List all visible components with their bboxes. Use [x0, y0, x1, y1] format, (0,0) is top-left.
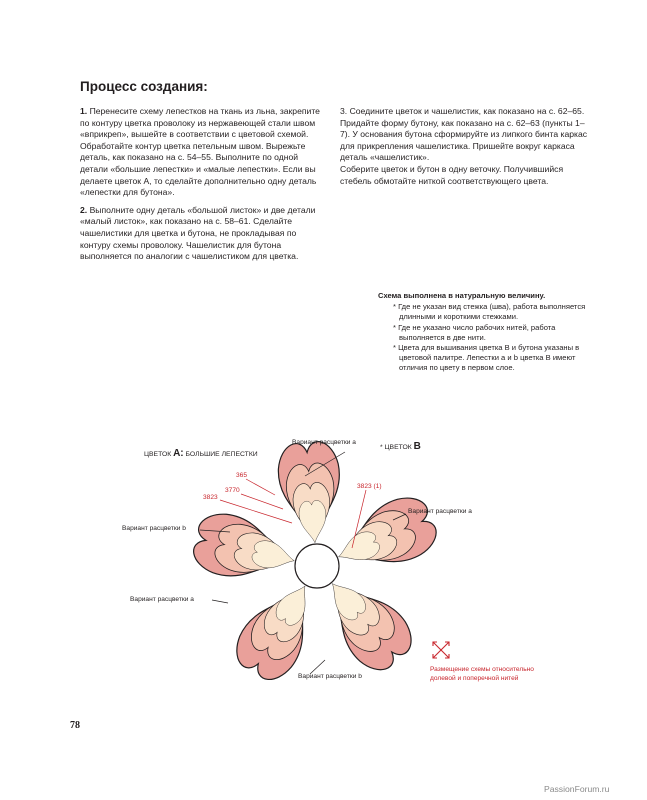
- note-item: * Где не указано число рабочих нитей, работа выполняется в две нити.: [393, 322, 556, 342]
- watermark: PassionForum.ru: [544, 784, 610, 794]
- step-1: 1. Перенесите схему лепестков на ткань из льна, закрепите по контуру цветка проволоку из нержавеющей стали швом «вприкреп», вышейте в соответствии с цветовой схемой. Обработайте контур цветка петельным швом. Вырежьте деталь, как показано на с. 54–55. Выполните по одной детали «большие лепестки» и «малые лепестки». Если вы делаете цветок А, то сделайте дополнительно одну деталь «лепестки для бутона».: [80, 106, 320, 198]
- diagonal-arrows-icon: [433, 642, 449, 658]
- color-code-label: 3770: [225, 487, 240, 494]
- note-heading: Схема выполнена в натуральную величину.: [378, 291, 546, 300]
- variant-label-top: Вариант расцветки a: [292, 439, 356, 446]
- variant-label-left: Вариант расцветки b: [122, 525, 186, 532]
- flower-center: [295, 544, 339, 588]
- color-code-label: 3823 (1): [357, 483, 382, 490]
- step-2: 2. Выполните одну деталь «большой листок» и две детали «малый листок», как показано на с. 58–61. Сделайте чашелистики для цветка и бутона, не прокладывая по контуру схемы проволоку. Чашелистик для бутона выполняется по аналогии с чашелистиком для цветка.: [80, 204, 316, 262]
- step-3: 3. Соедините цветок и чашелистик, как показано на с. 62–65. Придайте форму бутону, как показано на с. 62–63 (пункты 1–7). У основания бутона сформируйте из липкого бинта каркас для прикрепления чашелистика. Пришейте вокруг каркаса деталь «чашелистик».: [340, 106, 588, 163]
- flower-rings: [190, 440, 443, 688]
- variant-label-bottom: Вариант расцветки b: [298, 673, 362, 680]
- note-item: * Цвета для вышивания цветка B и бутона указаны в цветовой палитре. Лепестки a и b цветка B имеют отличия по цвету в первом слое.: [393, 343, 580, 373]
- variant-label-right: Вариант расцветки a: [408, 508, 472, 515]
- page-title: Процесс создания:: [80, 79, 208, 94]
- color-code-label: 3823: [203, 494, 218, 501]
- color-code-label: 365: [236, 472, 248, 479]
- page-number: 78: [70, 720, 80, 731]
- note-item: * Где не указан вид стежка (шва), работа выполняется длинными и короткими стежками.: [393, 302, 586, 322]
- step-3-continued: Соберите цветок и бутон в одну веточку. Получившийся стебель обмотайте ниткой соответствующего цвета.: [340, 163, 564, 186]
- flower-b-caption: * ЦВЕТОК B: [380, 441, 421, 452]
- flower-a-caption: ЦВЕТОК A: БОЛЬШИЕ ЛЕПЕСТКИ: [144, 448, 258, 459]
- placement-caption: Размещение схемы относительно долевой и поперечной нитей: [430, 666, 534, 682]
- variant-label-lower-left: Вариант расцветки a: [130, 596, 194, 603]
